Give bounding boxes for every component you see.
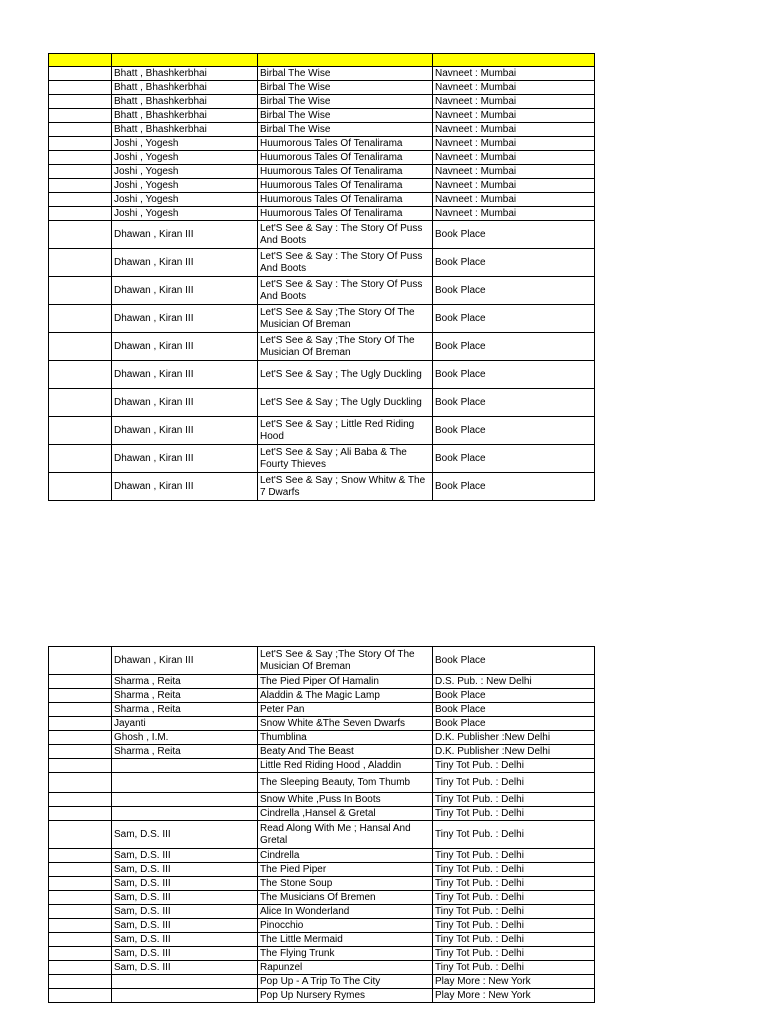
index-cell[interactable] [49, 933, 112, 947]
author-cell[interactable]: Dhawan , Kiran III [112, 445, 258, 473]
title-cell[interactable]: Snow White ,Puss In Boots [258, 793, 433, 807]
author-cell[interactable]: Sam, D.S. III [112, 863, 258, 877]
author-cell[interactable]: Joshi , Yogesh [112, 151, 258, 165]
title-cell[interactable]: Aladdin & The Magic Lamp [258, 689, 433, 703]
table-row [49, 165, 595, 179]
publisher-cell[interactable]: Book Place [433, 221, 595, 249]
index-cell[interactable] [49, 647, 112, 675]
publisher-cell[interactable]: Tiny Tot Pub. : Delhi [433, 905, 595, 919]
table-row [49, 919, 595, 933]
table-row [49, 807, 595, 821]
author-cell[interactable] [112, 989, 258, 1003]
index-cell[interactable] [49, 961, 112, 975]
publisher-cell[interactable]: D.K. Publisher :New Delhi [433, 731, 595, 745]
publisher-cell[interactable]: Book Place [433, 389, 595, 417]
table-row [49, 249, 595, 277]
title-cell[interactable]: Pinocchio [258, 919, 433, 933]
publisher-cell[interactable]: Navneet : Mumbai [433, 67, 595, 81]
title-cell[interactable]: Let'S See & Say : The Story Of Puss And Boots [258, 249, 433, 277]
title-cell[interactable]: Cindrella [258, 849, 433, 863]
table-row [49, 793, 595, 807]
publisher-cell[interactable]: Book Place [433, 249, 595, 277]
table-row [49, 647, 595, 675]
publisher-cell[interactable]: Book Place [433, 473, 595, 501]
author-cell[interactable] [112, 975, 258, 989]
table-row [49, 689, 595, 703]
title-cell[interactable]: The Little Mermaid [258, 933, 433, 947]
header-row [49, 54, 595, 67]
publisher-cell[interactable]: Book Place [433, 277, 595, 305]
index-cell[interactable] [49, 193, 112, 207]
publisher-cell[interactable]: Book Place [433, 305, 595, 333]
title-cell[interactable]: Let'S See & Say ;The Story Of The Musician Of Breman [258, 647, 433, 675]
publisher-cell[interactable]: Navneet : Mumbai [433, 95, 595, 109]
title-cell[interactable]: Let'S See & Say : The Story Of Puss And Boots [258, 277, 433, 305]
table-row [49, 989, 595, 1003]
table-row [49, 305, 595, 333]
index-cell[interactable] [49, 821, 112, 849]
title-cell[interactable]: Let'S See & Say ; The Ugly Duckling [258, 389, 433, 417]
table-row [49, 975, 595, 989]
publisher-cell[interactable]: Tiny Tot Pub. : Delhi [433, 793, 595, 807]
index-cell[interactable] [49, 333, 112, 361]
title-cell[interactable]: Thumblina [258, 731, 433, 745]
publisher-cell[interactable]: Tiny Tot Pub. : Delhi [433, 947, 595, 961]
title-cell[interactable]: Birbal The Wise [258, 95, 433, 109]
author-cell[interactable]: Bhatt , Bhashkerbhai [112, 81, 258, 95]
table-row [49, 179, 595, 193]
index-cell[interactable] [49, 109, 112, 123]
index-cell[interactable] [49, 717, 112, 731]
author-cell[interactable]: Sam, D.S. III [112, 905, 258, 919]
publisher-cell[interactable]: Book Place [433, 703, 595, 717]
publisher-cell[interactable]: Tiny Tot Pub. : Delhi [433, 849, 595, 863]
author-cell[interactable]: Sharma , Reita [112, 703, 258, 717]
title-cell[interactable]: The Pied Piper [258, 863, 433, 877]
table-row [49, 745, 595, 759]
author-cell[interactable]: Dhawan , Kiran III [112, 249, 258, 277]
author-cell[interactable]: Sam, D.S. III [112, 961, 258, 975]
publisher-cell[interactable]: Book Place [433, 417, 595, 445]
title-cell[interactable]: Huumorous Tales Of Tenalirama [258, 165, 433, 179]
table-row [49, 891, 595, 905]
author-cell[interactable]: Dhawan , Kiran III [112, 333, 258, 361]
publisher-cell[interactable]: Book Place [433, 647, 595, 675]
publisher-cell[interactable]: Book Place [433, 717, 595, 731]
publisher-cell[interactable]: Tiny Tot Pub. : Delhi [433, 863, 595, 877]
author-cell[interactable]: Dhawan , Kiran III [112, 361, 258, 389]
title-cell[interactable]: Let'S See & Say : The Story Of Puss And Boots [258, 221, 433, 249]
table-row [49, 277, 595, 305]
author-cell[interactable]: Dhawan , Kiran III [112, 221, 258, 249]
table-row [49, 333, 595, 361]
index-cell[interactable] [49, 207, 112, 221]
book-table-2 [48, 646, 595, 1003]
publisher-cell[interactable]: Tiny Tot Pub. : Delhi [433, 891, 595, 905]
table-row [49, 151, 595, 165]
author-cell[interactable]: Jayanti [112, 717, 258, 731]
title-cell[interactable]: Peter Pan [258, 703, 433, 717]
title-cell[interactable]: The Stone Soup [258, 877, 433, 891]
author-cell[interactable]: Bhatt , Bhashkerbhai [112, 95, 258, 109]
book-table-1 [48, 53, 595, 501]
publisher-cell[interactable]: Book Place [433, 689, 595, 703]
table-row [49, 193, 595, 207]
index-cell[interactable] [49, 277, 112, 305]
publisher-cell[interactable]: Tiny Tot Pub. : Delhi [433, 773, 595, 793]
header-cell[interactable] [258, 54, 433, 67]
table-row [49, 137, 595, 151]
title-cell[interactable]: Pop Up - A Trip To The City [258, 975, 433, 989]
table-row [49, 109, 595, 123]
index-cell[interactable] [49, 989, 112, 1003]
table-row [49, 445, 595, 473]
index-cell[interactable] [49, 165, 112, 179]
table-row [49, 389, 595, 417]
header-cell[interactable] [112, 54, 258, 67]
index-cell[interactable] [49, 305, 112, 333]
index-cell[interactable] [49, 417, 112, 445]
index-cell[interactable] [49, 151, 112, 165]
index-cell[interactable] [49, 221, 112, 249]
title-cell[interactable]: The Pied Piper Of Hamalin [258, 675, 433, 689]
table-row [49, 361, 595, 389]
table-row [49, 473, 595, 501]
table-row [49, 933, 595, 947]
index-cell[interactable] [49, 745, 112, 759]
index-cell[interactable] [49, 731, 112, 745]
publisher-cell[interactable]: Navneet : Mumbai [433, 109, 595, 123]
title-cell[interactable]: Snow White &The Seven Dwarfs [258, 717, 433, 731]
index-cell[interactable] [49, 807, 112, 821]
index-cell[interactable] [49, 249, 112, 277]
author-cell[interactable]: Joshi , Yogesh [112, 207, 258, 221]
title-cell[interactable]: Read Along With Me ; Hansal And Gretal [258, 821, 433, 849]
index-cell[interactable] [49, 849, 112, 863]
index-cell[interactable] [49, 759, 112, 773]
author-cell[interactable] [112, 807, 258, 821]
index-cell[interactable] [49, 445, 112, 473]
title-cell[interactable]: Beaty And The Beast [258, 745, 433, 759]
publisher-cell[interactable]: Navneet : Mumbai [433, 81, 595, 95]
publisher-cell[interactable]: Navneet : Mumbai [433, 151, 595, 165]
index-cell[interactable] [49, 793, 112, 807]
index-cell[interactable] [49, 773, 112, 793]
title-cell[interactable]: Huumorous Tales Of Tenalirama [258, 151, 433, 165]
title-cell[interactable]: The Sleeping Beauty, Tom Thumb [258, 773, 433, 793]
index-cell[interactable] [49, 95, 112, 109]
publisher-cell[interactable]: Navneet : Mumbai [433, 123, 595, 137]
index-cell[interactable] [49, 179, 112, 193]
publisher-cell[interactable]: Navneet : Mumbai [433, 137, 595, 151]
table-row [49, 821, 595, 849]
author-cell[interactable]: Bhatt , Bhashkerbhai [112, 109, 258, 123]
table-row [49, 207, 595, 221]
title-cell[interactable]: Let'S See & Say ;The Story Of The Musician Of Breman [258, 333, 433, 361]
author-cell[interactable]: Dhawan , Kiran III [112, 305, 258, 333]
author-cell[interactable]: Sam, D.S. III [112, 849, 258, 863]
title-cell[interactable]: Birbal The Wise [258, 67, 433, 81]
index-cell[interactable] [49, 67, 112, 81]
title-cell[interactable]: Pop Up Nursery Rymes [258, 989, 433, 1003]
publisher-cell[interactable]: Tiny Tot Pub. : Delhi [433, 877, 595, 891]
author-cell[interactable]: Joshi , Yogesh [112, 137, 258, 151]
publisher-cell[interactable]: Play More : New York [433, 975, 595, 989]
index-cell[interactable] [49, 389, 112, 417]
publisher-cell[interactable]: Tiny Tot Pub. : Delhi [433, 933, 595, 947]
table-row [49, 773, 595, 793]
table-row [49, 703, 595, 717]
title-cell[interactable]: Let'S See & Say ; The Ugly Duckling [258, 361, 433, 389]
author-cell[interactable]: Dhawan , Kiran III [112, 417, 258, 445]
author-cell[interactable]: Sharma , Reita [112, 689, 258, 703]
author-cell[interactable]: Joshi , Yogesh [112, 165, 258, 179]
index-cell[interactable] [49, 947, 112, 961]
publisher-cell[interactable]: Book Place [433, 361, 595, 389]
table-row [49, 95, 595, 109]
index-cell[interactable] [49, 703, 112, 717]
title-cell[interactable]: Let'S See & Say ; Ali Baba & The Fourty Thieves [258, 445, 433, 473]
publisher-cell[interactable]: Play More : New York [433, 989, 595, 1003]
index-cell[interactable] [49, 689, 112, 703]
title-cell[interactable]: Let'S See & Say ; Little Red Riding Hood [258, 417, 433, 445]
publisher-cell[interactable]: Tiny Tot Pub. : Delhi [433, 807, 595, 821]
publisher-cell[interactable]: Navneet : Mumbai [433, 207, 595, 221]
index-cell[interactable] [49, 137, 112, 151]
index-cell[interactable] [49, 905, 112, 919]
header-cell[interactable] [433, 54, 595, 67]
author-cell[interactable]: Sam, D.S. III [112, 877, 258, 891]
title-cell[interactable]: Huumorous Tales Of Tenalirama [258, 207, 433, 221]
table-row [49, 961, 595, 975]
title-cell[interactable]: Birbal The Wise [258, 109, 433, 123]
title-cell[interactable]: The Flying Trunk [258, 947, 433, 961]
index-cell[interactable] [49, 877, 112, 891]
publisher-cell[interactable]: Tiny Tot Pub. : Delhi [433, 919, 595, 933]
index-cell[interactable] [49, 123, 112, 137]
title-cell[interactable]: Let'S See & Say ; Snow Whitw & The 7 Dwarfs [258, 473, 433, 501]
author-cell[interactable]: Sam, D.S. III [112, 919, 258, 933]
title-cell[interactable]: Let'S See & Say ;The Story Of The Musician Of Breman [258, 305, 433, 333]
index-cell[interactable] [49, 361, 112, 389]
author-cell[interactable]: Dhawan , Kiran III [112, 647, 258, 675]
author-cell[interactable] [112, 793, 258, 807]
author-cell[interactable]: Bhatt , Bhashkerbhai [112, 123, 258, 137]
index-cell[interactable] [49, 891, 112, 905]
table-row [49, 67, 595, 81]
publisher-cell[interactable]: Tiny Tot Pub. : Delhi [433, 821, 595, 849]
table-row [49, 123, 595, 137]
author-cell[interactable]: Ghosh , I.M. [112, 731, 258, 745]
author-cell[interactable]: Sharma , Reita [112, 745, 258, 759]
table-row [49, 221, 595, 249]
table-row [49, 717, 595, 731]
publisher-cell[interactable]: Navneet : Mumbai [433, 193, 595, 207]
publisher-cell[interactable]: D.K. Publisher :New Delhi [433, 745, 595, 759]
publisher-cell[interactable]: Navneet : Mumbai [433, 165, 595, 179]
publisher-cell[interactable]: Tiny Tot Pub. : Delhi [433, 759, 595, 773]
table-row [49, 81, 595, 95]
table-row [49, 731, 595, 745]
index-cell[interactable] [49, 473, 112, 501]
publisher-cell[interactable]: Tiny Tot Pub. : Delhi [433, 961, 595, 975]
publisher-cell[interactable]: Navneet : Mumbai [433, 179, 595, 193]
index-cell[interactable] [49, 919, 112, 933]
author-cell[interactable]: Sam, D.S. III [112, 933, 258, 947]
title-cell[interactable]: Huumorous Tales Of Tenalirama [258, 193, 433, 207]
publisher-cell[interactable]: Book Place [433, 445, 595, 473]
author-cell[interactable]: Sam, D.S. III [112, 821, 258, 849]
table-row [49, 849, 595, 863]
table-row [49, 947, 595, 961]
title-cell[interactable]: Birbal The Wise [258, 81, 433, 95]
author-cell[interactable]: Dhawan , Kiran III [112, 473, 258, 501]
title-cell[interactable]: Huumorous Tales Of Tenalirama [258, 179, 433, 193]
table-row [49, 863, 595, 877]
title-cell[interactable]: Cindrella ,Hansel & Gretal [258, 807, 433, 821]
table-row [49, 759, 595, 773]
author-cell[interactable]: Joshi , Yogesh [112, 193, 258, 207]
index-cell[interactable] [49, 675, 112, 689]
title-cell[interactable]: Birbal The Wise [258, 123, 433, 137]
table-row [49, 675, 595, 689]
author-cell[interactable] [112, 773, 258, 793]
author-cell[interactable]: Bhatt , Bhashkerbhai [112, 67, 258, 81]
title-cell[interactable]: Alice In Wonderland [258, 905, 433, 919]
author-cell[interactable]: Joshi , Yogesh [112, 179, 258, 193]
title-cell[interactable]: The Musicians Of Bremen [258, 891, 433, 905]
publisher-cell[interactable]: D.S. Pub. : New Delhi [433, 675, 595, 689]
author-cell[interactable]: Sharma , Reita [112, 675, 258, 689]
index-cell[interactable] [49, 81, 112, 95]
author-cell[interactable] [112, 759, 258, 773]
author-cell[interactable]: Sam, D.S. III [112, 891, 258, 905]
title-cell[interactable]: Rapunzel [258, 961, 433, 975]
title-cell[interactable]: Little Red Riding Hood , Aladdin [258, 759, 433, 773]
author-cell[interactable]: Dhawan , Kiran III [112, 389, 258, 417]
title-cell[interactable]: Huumorous Tales Of Tenalirama [258, 137, 433, 151]
table-row [49, 417, 595, 445]
author-cell[interactable]: Sam, D.S. III [112, 947, 258, 961]
table-row [49, 905, 595, 919]
publisher-cell[interactable]: Book Place [433, 333, 595, 361]
table-row [49, 877, 595, 891]
author-cell[interactable]: Dhawan , Kiran III [112, 277, 258, 305]
header-cell[interactable] [49, 54, 112, 67]
index-cell[interactable] [49, 975, 112, 989]
index-cell[interactable] [49, 863, 112, 877]
